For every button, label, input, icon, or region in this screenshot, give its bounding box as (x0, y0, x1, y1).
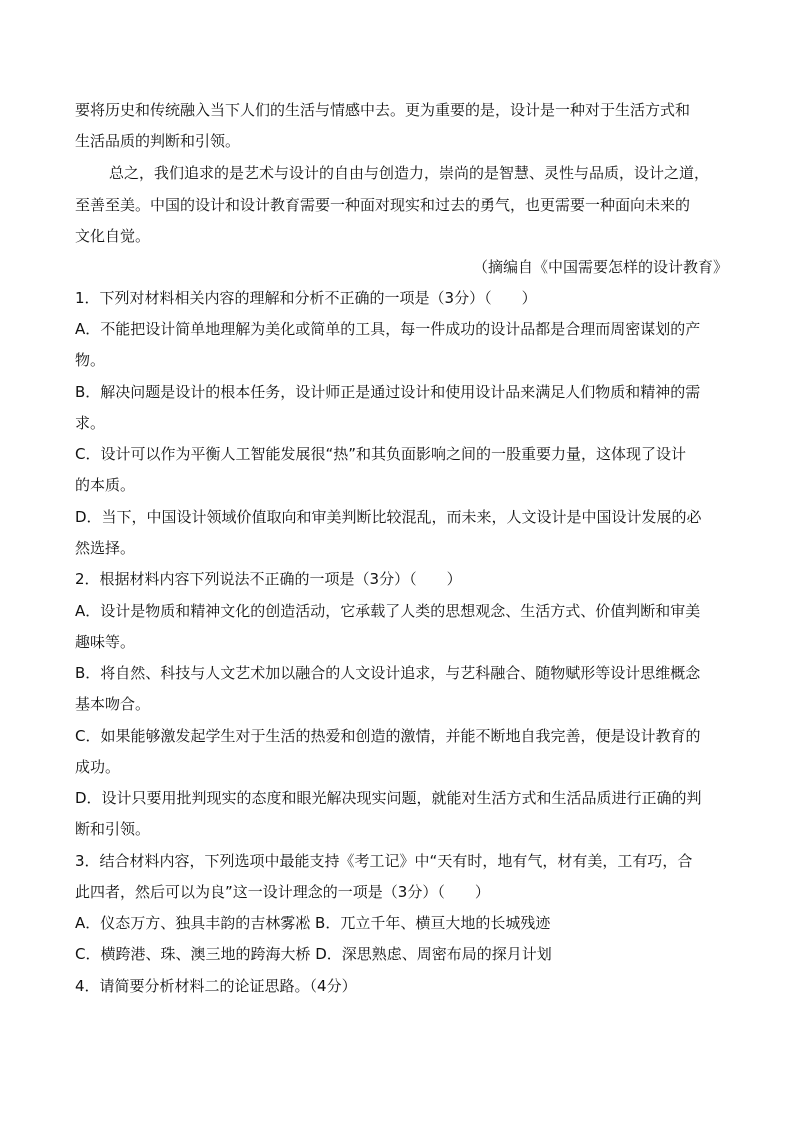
question-2-option-c: C．如果能够激发起学生对于生活的热爱和创造的激情，并能不断地自我完善，便是设计教育的 (75, 727, 701, 745)
question-1-option-a: A．不能把设计简单地理解为美化或简单的工具，每一件成功的设计品都是合理而周密谋划的产 (75, 320, 701, 338)
question-2-option-a: A．设计是物质和精神文化的创造活动，它承载了人类的思想观念、生活方式、价值判断和审美 (75, 602, 701, 620)
passage-line: 要将历史和传统融入当下人们的生活与情感中去。更为重要的是，设计是一种对于生活方式和 (75, 101, 691, 119)
question-1-option-d-cont: 然选择。 (75, 539, 136, 557)
question-2-option-b: B．将自然、科技与人文艺术加以融合的人文设计追求，与艺科融合、随物赋形等设计思维概念 (75, 664, 701, 682)
question-4-stem: 4．请简要分析材料二的论证思路。（4分） (75, 977, 357, 995)
passage-line: 生活品质的判断和引领。 (75, 132, 241, 150)
question-3-options-cd: C．横跨港、珠、澳三地的跨海大桥 D．深思熟虑、周密布局的探月计划 (75, 945, 552, 963)
question-3-options-ab: A．仪态万方、独具丰韵的吉林雾凇 B．兀立千年、横亘大地的长城残迹 (75, 914, 551, 932)
question-2-option-a-cont: 趣味等。 (75, 633, 136, 651)
question-1-option-a-cont: 物。 (75, 351, 106, 369)
passage-line: 文化自觉。 (75, 227, 151, 245)
question-1-option-c: C．设计可以作为平衡人工智能发展很“热”和其负面影响之间的一股重要力量，这体现了设计 (75, 445, 687, 463)
question-2-stem: 2．根据材料内容下列说法不正确的一项是（3分）（ ） (75, 570, 462, 588)
question-1-option-b: B．解决问题是设计的根本任务，设计师正是通过设计和使用设计品来满足人们物质和精神的需 (75, 383, 701, 401)
question-1-option-b-cont: 求。 (75, 414, 106, 432)
question-2-option-d: D．设计只要用批判现实的态度和眼光解决现实问题，就能对生活方式和生活品质进行正确的判 (75, 789, 702, 807)
question-2-option-b-cont: 基本吻合。 (75, 695, 151, 713)
passage-line: 至善至美。中国的设计和设计教育需要一种面对现实和过去的勇气，也更需要一种面向未来的 (75, 196, 691, 214)
question-1-stem: 1．下列对材料相关内容的理解和分析不正确的一项是（3分）（ ） (75, 289, 537, 307)
source-citation: （摘编自《中国需要怎样的设计教育》 (472, 258, 728, 276)
question-3-stem-cont: 此四者，然后可以为良”这一设计理念的一项是（3分）（ ） (75, 883, 490, 901)
passage-line: 总之，我们追求的是艺术与设计的自由与创造力，崇尚的是智慧、灵性与品质，设计之道， (109, 164, 710, 182)
question-1-option-c-cont: 的本质。 (75, 476, 136, 494)
question-3-stem: 3．结合材料内容，下列选项中最能支持《考工记》中“天有时，地有气，材有美，工有巧，合 (75, 852, 693, 870)
question-1-option-d: D．当下，中国设计领域价值取向和审美判断比较混乱，而未来，人文设计是中国设计发展的必 (75, 508, 702, 526)
question-2-option-d-cont: 断和引领。 (75, 820, 151, 838)
question-2-option-c-cont: 成功。 (75, 758, 121, 776)
